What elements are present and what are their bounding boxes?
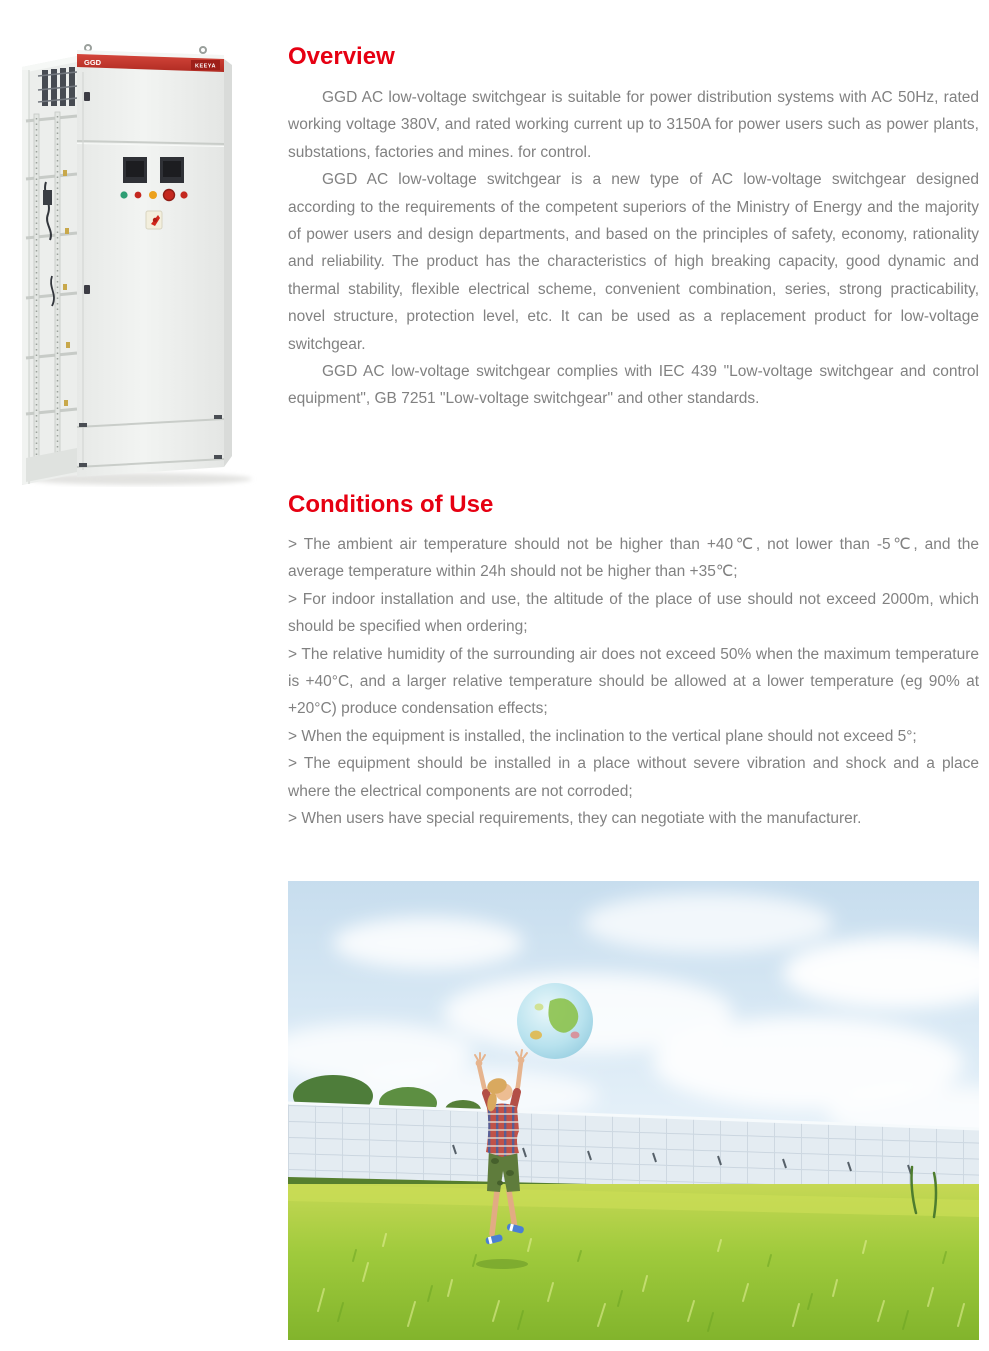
condition-item: > When users have special requirements, they can negotiate with the manufacturer. bbox=[288, 810, 862, 828]
condition-item: > The equipment should be installed in a place without severe vibration and shock and a place where the electrical components are not corroded; bbox=[288, 755, 979, 800]
condition-item: > The relative humidity of the surrounding air does not exceed 50% when the maximum temperature is +40°C, and a larger relative temperature should be allowed at a lower temperature (eg 90% at +20°C) produce condensation effects; bbox=[288, 645, 979, 718]
globe-ball bbox=[517, 983, 593, 1059]
overview-paragraphs bbox=[288, 84, 979, 413]
boy-shadow bbox=[476, 1259, 528, 1269]
cabinet-front bbox=[77, 50, 224, 477]
overview-paragraph: GGD AC low-voltage switchgear is a new type of AC low-voltage switchgear designed according to the requirements of the competent superiors of the Ministry of Energy and the majority of power users and design departments, and based on the principles of safety, economy, rationality and reliability. The product has the characteristics of high breaking capacity, good dynamic and thermal stability, flexible electrical scheme, convenient combination, series, strong practicability, novel structure, protection level, etc. It can be used as a replacement product for low-voltage switchgear. bbox=[288, 171, 979, 353]
overview-paragraph: GGD AC low-voltage switchgear complies with IEC 439 "Low-voltage switchgear and control equipment", GB 7251 "Low-voltage switchgear" and other standards. bbox=[288, 363, 979, 408]
photo-scene bbox=[288, 881, 979, 1340]
conditions-heading: Conditions of Use bbox=[288, 491, 494, 518]
overview-heading: Overview bbox=[288, 43, 395, 70]
brand-logo-text: KEEYA bbox=[195, 63, 216, 70]
cabinet-illustration bbox=[22, 42, 272, 487]
condition-item: > The ambient air temperature should not be higher than +40℃, not lower than -5℃, and the average temperature within 24h should not be higher than +35℃; bbox=[288, 536, 979, 581]
cabinet-open-side-frame bbox=[22, 56, 77, 485]
overview-paragraph: GGD AC low-voltage switchgear is suitable for power distribution systems with AC 50Hz, rated working voltage 380V, and rated working current up to 3150A for power users such as power plants, substations, factories and mines. for control. bbox=[288, 89, 979, 161]
rotary-switch bbox=[146, 211, 162, 229]
conditions-list bbox=[288, 531, 979, 832]
cabinet-right-edge bbox=[224, 59, 232, 467]
product-image-switchgear-cabinet bbox=[22, 42, 272, 487]
condition-item: > For indoor installation and use, the altitude of the place of use should not exceed 2000m, which should be specified when ordering; bbox=[288, 590, 979, 636]
landscape-photo bbox=[288, 881, 979, 1340]
cabinet-model-label: GGD bbox=[84, 58, 102, 67]
condition-item: > When the equipment is installed, the inclination to the vertical plane should not exceed 5°; bbox=[288, 727, 917, 745]
